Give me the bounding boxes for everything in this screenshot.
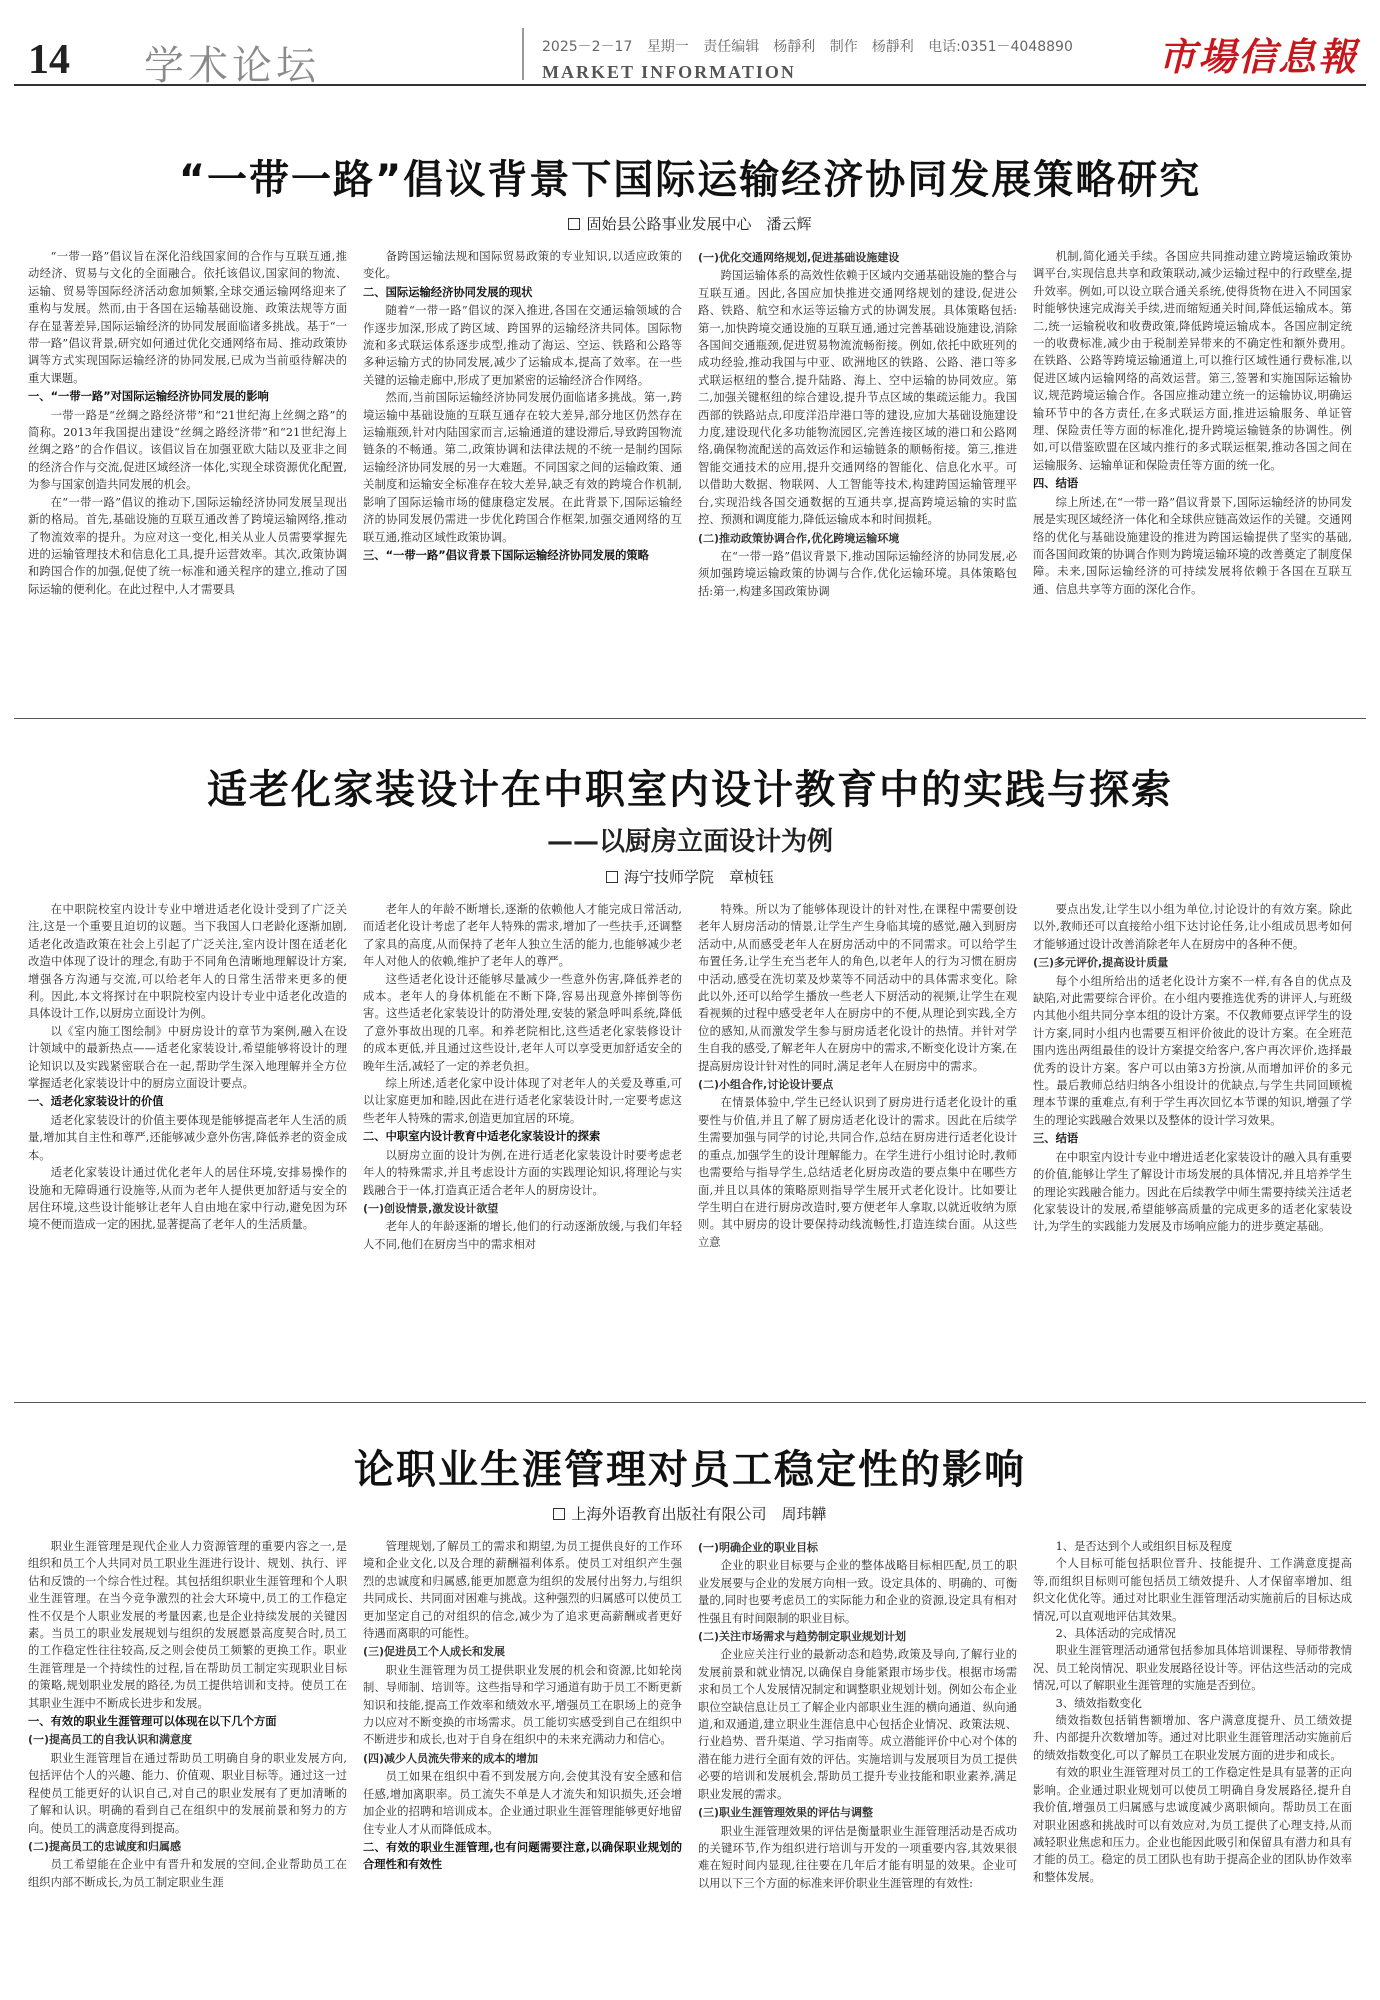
subheading: (四)减少人员流失带来的成本的增加: [363, 1751, 539, 1765]
article-title: 适老化家装设计在中职室内设计教育中的实践与探索: [207, 767, 1173, 813]
paragraph: 特殊。所以为了能够体现设计的针对性,在课程中需要创设老年人厨房活动的情景,让学生产生身临其境的感觉,融入到厨房活动中,从而感受老年人在厨房活动中的不同需求。可以给学生布置任务,让学生充当老年人的角色,以老年人的行为习惯在厨房中活动,感受在洗切菜及炒菜等不同活动中的具体需求变化。除此以外,还可以给学生播放一些老人下厨活动的视频,让学生在观看视频的过程中感受老年人在厨房中的不便,从理论到实践,全方位的感知,从而激发学生参与厨房适老化设计的热情。并针对学生自我的感受,了解老年人在厨房中的需求,不断变化设计方案,在提高厨房设计针对性的同时,满足老年人在厨房中的需求。: [698, 903, 1017, 1073]
issue-date: 2025－2－17: [542, 39, 633, 55]
section-title: 学术论坛: [144, 43, 320, 89]
paragraph: 职业生涯管理活动通常包括参加具体培训课程、导师带教情况、员工轮岗情况、职业发展路径设计等。评估这些活动的完成情况,可以了解职业生涯管理的实施是否到位。: [1033, 1644, 1352, 1693]
masthead: [14, 14, 1366, 89]
paragraph: 这些适老化设计还能够尽量减少一些意外伤害,降低养老的成本。老年人的身体机能在不断下降,容易出现意外摔倒等伤害。这些适老化家装设计的防滑处理,安装的紧急呼叫系统,降低了意外事故出现的几率。和养老院相比,这些适老化家装修设计的成本更低,并且通过这些设计,老年人可以享受更加舒适安全的晚年生活,减轻了一定的养老负担。: [363, 972, 682, 1073]
paragraph: 适老化家装设计通过优化老年人的居住环境,安排易操作的设施和无障碍通行设施等,从而为老年人提供更加舒适与安全的居住环境,这些设计能够让老年人自由地在家中行动,避免因为环境不便而造成一定的困扰,显著提高了老年人的生活质量。: [28, 1166, 347, 1232]
section-divider: [14, 1402, 1366, 1403]
article-column: [28, 901, 347, 1375]
article-belt-road: [28, 148, 1352, 718]
paragraph: 企业的职业目标要与企业的整体战略目标相匹配,员工的职业发展要与企业的发展方向相一致。设定具体的、明确的、可衡量的,同时也要考虑员工的实际能力和企业的资源,设定具有相对性强且有时间限制的职业目标。: [698, 1559, 1017, 1625]
article-byline: 固始县公路事业发展中心 潘云辉: [28, 213, 1352, 234]
paragraph: 在中职室内设计专业中增进适老化家装设计的融入具有重要的价值,能够让学生了解设计市场发展的具体情况,并且培养学生的理论实践融合能力。因此在后续教学中师生需要持续关注适老化家装设计的发展,希望能够高质量的完成更多的适老化家装设计,为学生的实践能力发展及市场响应能力的进步奠定基础。: [1033, 1150, 1352, 1234]
paragraph: 个人目标可能包括职位晋升、技能提升、工作满意度提高等,而组织目标则可能包括员工绩效提升、人才保留率增加、组织文化优化等。通过对比职业生涯管理活动实施前后的目标达成情况,可以直观地评估其效果。: [1033, 1557, 1352, 1623]
subheading: (二)提高员工的忠诚度和归属感: [28, 1839, 182, 1853]
paragraph: 员工如果在组织中看不到发展方向,会使其没有安全感和信任感,增加离职率。员工流失不单是人才流失和知识损失,还会增加企业的招聘和培训成本。企业通过职业生涯管理能够更好地留住专业人才从而降低成本。: [363, 1770, 682, 1836]
article-elderly-design: [28, 758, 1352, 1375]
phone: 电话:0351－4048890: [928, 39, 1073, 55]
paragraph: 职业生涯管理旨在通过帮助员工明确自身的职业发展方向,包括评估个人的兴趣、能力、价值观、职业目标等。通过这一过程使员工能更好的认识自己,对自己的职业发展有了更加清晰的了解和认识。明确的看到自己在组织中的发展前景和努力的方向。使员工的满意度得到提高。: [28, 1751, 347, 1835]
article-career-management: [28, 1438, 1352, 2000]
paragraph: 每个小组所给出的适老化设计方案不一样,有各自的优点及缺陷,对此需要综合评价。在小组内要推选优秀的讲评人,与班级内其他小组共同分享本组的设计方案。不仅教师要点评学生的设计方案,同时小组内也需要互相评价彼此的设计方案。在全班范围内选出两组最佳的设计方案提交给客户,客户再次评价,选择最优秀的设计方案。客户可以由第3方扮演,从而增加评价的多元性。最后教师总结归纳各小组设计的优缺点,与学生共同回顾梳理本节课的重难点,有利于学生再次回忆本节课的知识,增强了学生的理论实践融合效果以及整体的设计学习效果。: [1033, 974, 1352, 1127]
article-column: [1033, 901, 1352, 1375]
subheading: (二)小组合作,讨论设计要点: [698, 1078, 834, 1092]
article-column: [698, 248, 1017, 718]
paragraph: 2、具体活动的完成情况: [1055, 1627, 1176, 1641]
section-divider: [14, 718, 1366, 719]
paragraph: 机制,简化通关手续。各国应共同推动建立跨境运输政策协调平台,实现信息共享和政策联动,减少运输过程中的行政壁垒,提升效率。例如,可以设立联合通关系统,使得货物在进入不同国家时能够快速完成海关手续,进而缩短通关时间,降低运输成本。第二,统一运输税收和收费政策,降低跨境运输成本。各国应制定统一的收费标准,减少由于税制差异带来的不确定性和额外费用。在铁路、公路等跨境运输通道上,可以推行区域性通行费标准,以促进区域内运输网络的高效运营。第三,签署和实施国际运输协议,规范跨境运输合作。各国应推动建立统一的运输协议,明确运输环节中的各方责任,在多式联运方面,推进运输服务、单证管理、保险责任等方面的标准化,提升跨境运输链条的协调性。例如,可以借鉴欧盟在区域内推行的多式联运框架,推动各国之间在运输服务、运输单证和保险责任等方面的统一化。: [1033, 250, 1352, 472]
subheading: 一、适老化家装设计的价值: [28, 1095, 164, 1109]
paragraph: 3、绩效指数变化: [1055, 1696, 1142, 1710]
paragraph: 以厨房立面的设计为例,在进行适老化家装设计时要考虑老年人的特殊需求,并且考虑设计方面的实践理论知识,将理论与实践融合于一体,打造真正适合老年人的厨房设计。: [363, 1148, 682, 1197]
subheading: 一、“一带一路”对国际运输经济协同发展的影响: [28, 390, 269, 404]
header-divider: [522, 28, 524, 80]
article-column: [698, 901, 1017, 1375]
paragraph: 跨国运输体系的高效性依赖于区域内交通基础设施的整合与互联互通。因此,各国应加快推进交通网络规划的建设,促进公路、铁路、航空和水运等运输方式的协调发展。具体策略包括:第一,加快跨境交通设施的互联互通,通过完善基础设施建设,消除各国间交通瓶颈,促进贸易物流流畅衔接。例如,依托中欧班列的成功经验,推动我国与中亚、欧洲地区的铁路、公路、港口等多式联运枢纽的整合,提升陆路、海上、空中运输的协同效应。第二,加强关键枢纽的综合建设,提升节点区域的集疏运能力。我国西部的铁路站点,印度洋沿岸港口等的建设,应加大基础设施建设力度,建设现代化多功能物流园区,完善连接区域的港口和公路网络,确保物流配送的高效运作和运输链条的顺畅衔接。第三,推进智能交通技术的应用,提升交通网络的智能化、信息化水平。可以借助大数据、物联网、人工智能等技术,构建跨国运输管理平台,实现沿线各国交通数据的互通共享,提高跨境运输的实时监控、预测和调度能力,降低运输成本和时间损耗。: [698, 269, 1017, 527]
article-column: [363, 901, 682, 1375]
page-number: 14: [28, 37, 70, 83]
subheading: (三)职业生涯管理效果的评估与调整: [698, 1806, 874, 1820]
subheading: 三、结语: [1033, 1132, 1079, 1146]
subheading: (一)优化交通网络规划,促进基础设施建设: [698, 251, 900, 264]
paragraph: “一带一路”倡议旨在深化沿线国家间的合作与互联互通,推动经济、贸易与文化的全面融合。依托该倡议,国家间的物流、运输、贸易等国际经济活动愈加频繁,全球交通运输网络迎来了重构与发展。然而,由于各国在运输基础设施、政策法规等方面存在显著差异,国际运输经济的协同发展面临诸多挑战。基于“一带一路”倡议背景,研究如何通过优化交通网络布局、推动政策协调等方式实现国际运输经济的协同发展,已成为当前亟待解决的重大课题。: [28, 250, 347, 385]
paragraph: 绩效指数包括销售额增加、客户满意度提升、员工绩效提升、内部提升次数增加等。通过对比职业生涯管理活动实施前后的绩效指数变化,可以了解员工在职业发展方面的进步和成长。: [1033, 1714, 1352, 1762]
paragraph: 有效的职业生涯管理对员工的工作稳定性是具有显著的正向影响。企业通过职业规划可以使员工明确自身发展路径,提升自我价值,增强员工归属感与忠诚度减少离职倾向。帮助员工在面对职业困惑和挑战时可以有效应对,为员工提供了心理支持,从而减轻职业焦虑和压力。企业也能因此吸引和保留具有潜力和具有才能的员工。稳定的员工团队也有助于提高企业的团队协作效率和整体发展。: [1033, 1766, 1352, 1884]
paragraph: 员工希望能在企业中有晋升和发展的空间,企业帮助员工在组织内部不断成长,为员工制定职业生涯: [28, 1858, 347, 1889]
issue-weekday: 星期一: [646, 39, 689, 55]
paragraph: 在情景体验中,学生已经认识到了厨房进行适老化设计的重要性与价值,并且了解了厨房适老化设计的需求。因此在后续学生需要加强与同学的讨论,共同合作,总结在厨房进行适老化设计的重点,加强学生的设计理解能力。在学生进行小组讨论时,教师也需要给与指导学生,总结适老化厨房改造的要点集中在哪些方面,并且以具体的策略原则指导学生展开式老化设计。比如要让学生明白在进行厨房改造时,要方便老年人拿取,以就近收纳为原则。其中厨房的设计要保持动线流畅性,打造连续台面。从这些立意: [698, 1096, 1017, 1249]
paragraph: 职业生涯管理效果的评估是衡量职业生涯管理活动是否成功的关键环节,作为组织进行培训与开发的一项重要内容,其效果很难在短时间内显现,往往要在几年后才能有明显的效果。企业可以用以下三个方面的标准来评价职业生涯管理的有效性:: [698, 1824, 1017, 1890]
producer: 制作 杨靜利: [829, 39, 914, 55]
english-paper-name: MARKET INFORMATION: [542, 62, 796, 82]
paragraph: 企业应关注行业的最新动态和趋势,政策及导向,了解行业的发展前景和就业情况,以确保自身能紧跟市场步伐。根据市场需求和员工个人发展情况制定和调整职业规划计划。例如公布企业职位空缺信息让员工了解企业内部职业生涯的横向通道、纵向通道,和双通道,建立职业生涯信息中心包括企业情况、政策法规、行业趋势、晋升渠道、学习指南等。成立潜能评价中心对个体的潜在能力进行全面有效的评估。实施培训与发展项目为员工提供必要的培训和发展机会,帮助员工提升专业技能和职业素养,满足职业发展的需求。: [698, 1648, 1017, 1801]
subheading: 二、中职室内设计教育中适老化家装设计的探索: [363, 1130, 601, 1144]
subheading: (二)关注市场需求与趋势制定职业规划计划: [698, 1630, 907, 1644]
article-column: [28, 248, 347, 718]
article-byline: 海宁技师学院 章桢钰: [28, 866, 1352, 887]
paragraph: 职业生涯管理为员工提供职业发展的机会和资源,比如轮岗制、导师制、培训等。这些指导和学习通道有助于员工不断更新知识和技能,提高工作效率和绩效水平,增强员工在职场上的竞争力以应对不断变换的市场需求。员工能切实感受到自己在组织中不断进步和成长,也对于自身在组织中的未来充满动力和信心。: [363, 1663, 682, 1747]
paragraph: 老年人的年龄逐渐的增长,他们的行动逐渐放缓,与我们年轻人不同,他们在厨房当中的需求相对: [363, 1220, 682, 1251]
paragraph: 在“一带一路”倡议的推动下,国际运输经济协同发展呈现出新的格局。首先,基础设施的互联互通改善了跨境运输网络,推动了物流效率的提升。为应对这一变化,相关从业人员需要掌握先进的运输管理技术和信息化工具,提升运营效率。其次,政策协调和跨国合作的加强,促使了统一标准和通关程序的建立,推动了国际运输的便利化。在此过程中,人才需要具: [28, 495, 347, 596]
article-title: 论职业生涯管理对员工稳定性的影响: [354, 1447, 1026, 1493]
responsible-editor: 责任编辑 杨靜利: [703, 39, 816, 55]
article-body: [28, 901, 1352, 1375]
article-title: “一带一路”倡议背景下国际运输经济协同发展策略研究: [178, 157, 1202, 203]
article-column: [28, 1538, 347, 2000]
article-column: [363, 1538, 682, 2000]
article-body: [28, 248, 1352, 718]
paragraph: 适老化家装设计的价值主要体现是能够提高老年人生活的质量,增加其自主性和尊严,还能够减少意外伤害,降低养老的资金成本。: [28, 1113, 347, 1162]
paragraph: 1、是否达到个人或组织目标及程度: [1055, 1540, 1233, 1553]
subheading: (二)推动政策协调合作,优化跨境运输环境: [698, 531, 900, 545]
paper-logo: 市場信息報: [1157, 34, 1358, 79]
article-column: [363, 248, 682, 718]
paragraph: 综上所述,适老化家中设计体现了对老年人的关爱及尊重,可以让家庭更加和睦,因此在进行适老化家装设计时,一定要考虑这些老年人特殊的需求,创造更加宜居的环境。: [363, 1077, 682, 1125]
subheading: (三)促进员工个人成长和发展: [363, 1645, 506, 1659]
paragraph: 老年人的年龄不断增长,逐渐的依赖他人才能完成日常活动,而适老化设计考虑了老年人特殊的需求,增加了一些扶手,还调整了家具的高度,从而保持了老年人独立生活的能力,也能够减少老年人对他人的依赖,维护了老年人的尊严。: [363, 903, 682, 969]
paragraph: 以《室内施工图绘制》中厨房设计的章节为案例,融入在设计领域中的最新热点——适老化家装设计,希望能够将设计的理论知识以及实践紧密联合在一起,帮助学生深入地理解并全方位掌握适老化家装设计中的厨房立面设计要点。: [28, 1024, 347, 1091]
paragraph: 然而,当前国际运输经济协同发展仍面临诸多挑战。第一,跨境运输中基础设施的互联互通存在较大差异,部分地区仍然存在运输瓶颈,针对内陆国家而言,运输通道的建设滞后,导致跨国物流链条的不畅通。第二,政策协调和法律法规的不统一是制约国际运输经济协同发展的另一大难题。不同国家之间的运输政策、通关制度和运输安全标准存在较大差异,缺乏有效的跨境合作机制,影响了国际运输市场的健康稳定发展。在此背景下,国际运输经济的协同发展仍需进一步优化跨国合作框架,加强交通网络的互联互通,推动区域性政策协调。: [363, 391, 682, 544]
paragraph: 综上所述,在“一带一路”倡议背景下,国际运输经济的协同发展是实现区域经济一体化和全球供应链高效运作的关键。交通网络的优化与基础设施建设的推进为跨国运输提供了坚实的基础,而各国间政策的协调合作则为跨境运输环境的改善奠定了制度保障。未来,国际运输经济的可持续发展将依赖于各国在互联互通、信息共享等方面的深化合作。: [1033, 495, 1352, 596]
subheading: 二、国际运输经济协同发展的现状: [363, 285, 533, 299]
paragraph: 在“一带一路”倡议背景下,推动国际运输经济的协同发展,必须加强跨境运输政策的协调与合作,优化运输环境。具体策略包括:第一,构建多国政策协调: [698, 549, 1017, 598]
subheading: (一)提高员工的自我认识和满意度: [28, 1733, 193, 1747]
article-byline: 上海外语教育出版社有限公司 周玮韡: [28, 1503, 1352, 1524]
article-column: [1033, 1538, 1352, 2000]
subheading: 一、有效的职业生涯管理可以体现在以下几个方面: [28, 1715, 277, 1729]
article-column: [698, 1538, 1017, 2000]
subheading: (一)创设情景,激发设计欲望: [363, 1201, 499, 1215]
subheading: (三)多元评价,提高设计质量: [1033, 956, 1169, 970]
subheading: (一)明确企业的职业目标: [698, 1541, 819, 1554]
article-subtitle: ——以厨房立面设计为例: [546, 827, 833, 857]
paragraph: 要点出发,让学生以小组为单位,讨论设计的有效方案。除此以外,教师还可以直接给小组下达讨论任务,让小组成员思考如何才能够通过设计改善消除老年人在厨房中的各种不便。: [1033, 903, 1352, 951]
paragraph: 一带一路是“丝绸之路经济带”和“21世纪海上丝绸之路”的简称。2013年我国提出建设“丝绸之路经济带”和“21世纪海上丝绸之路”的合作倡议。该倡议旨在加强亚欧大陆以及亚非之间的经济合作与交流,促进区域经济一体化,实现全球资源优化配置,为参与国家创造共同发展的机会。: [28, 408, 347, 492]
article-column: [1033, 248, 1352, 718]
paragraph: 管理规划,了解员工的需求和期望,为员工提供良好的工作环境和企业文化,以及合理的薪酬福利体系。使员工对组织产生强烈的忠诚度和归属感,能更加愿意为组织的发展付出努力,与组织共同成长、共同面对困难与挑战。这种强烈的归属感可以使员工更加坚定自己的对组织的信念,减少为了追求更高薪酬或者更好待遇而离职的可能性。: [363, 1540, 682, 1641]
subheading: 二、有效的职业生涯管理,也有问题需要注意,以确保职业规划的合理性和有效性: [363, 1840, 682, 1872]
paragraph: 在中职院校室内设计专业中增进适老化设计受到了广泛关注,这是一个重要且迫切的议题。当下我国人口老龄化逐渐加剧,适老化改造政策在社会上引起了广泛关注,室内设计图在适老化改造中体现了设计的理念,有助于不同角色清晰地理解设计方案,增强各方沟通与交流,可以给老年人的日常生活带来更多的便利。因此,本文将探讨在中职院校室内设计专业中适老化改造的具体设计工作,以厨房立面设计为例。: [28, 903, 347, 1021]
paragraph: 职业生涯管理是现代企业人力资源管理的重要内容之一,是组织和员工个人共同对员工职业生涯进行设计、规划、执行、评估和反馈的一个综合性过程。其包括组织职业生涯管理和个人职业生涯管理。在当今竞争激烈的社会大环境中,员工的工作稳定性不仅是个人职业发展的考量因素,也是企业持续发展的关键因素。当员工的职业发展规划与组织的发展愿景高度契合时,员工的工作稳定性往往较高,反之则会使员工频繁的更换工作。职业生涯管理是一个持续性的过程,旨在帮助员工制定实现职业目标的策略,规划职业发展的路径,为员工提供培训和支持。使员工在其职业生涯中不断成长进步和发展。: [28, 1540, 347, 1710]
subheading: 三、“一带一路”倡议背景下国际运输经济协同发展的策略: [363, 548, 649, 562]
paragraph: 备跨国运输法规和国际贸易政策的专业知识,以适应政策的变化。: [363, 250, 682, 281]
subheading: 四、结语: [1033, 477, 1079, 491]
issue-info: [542, 36, 1083, 56]
paragraph: 随着“一带一路”倡议的深入推进,各国在交通运输领域的合作逐步加深,形成了跨区域、跨国界的运输经济共同体。国际物流和多式联运体系逐步成型,推动了海运、空运、铁路和公路等多种运输方式的协同发展,减少了运输成本,提高了效率。在一些关键的运输走廊中,形成了更加紧密的运输经济合作网络。: [363, 304, 682, 387]
article-body: [28, 1538, 1352, 2000]
